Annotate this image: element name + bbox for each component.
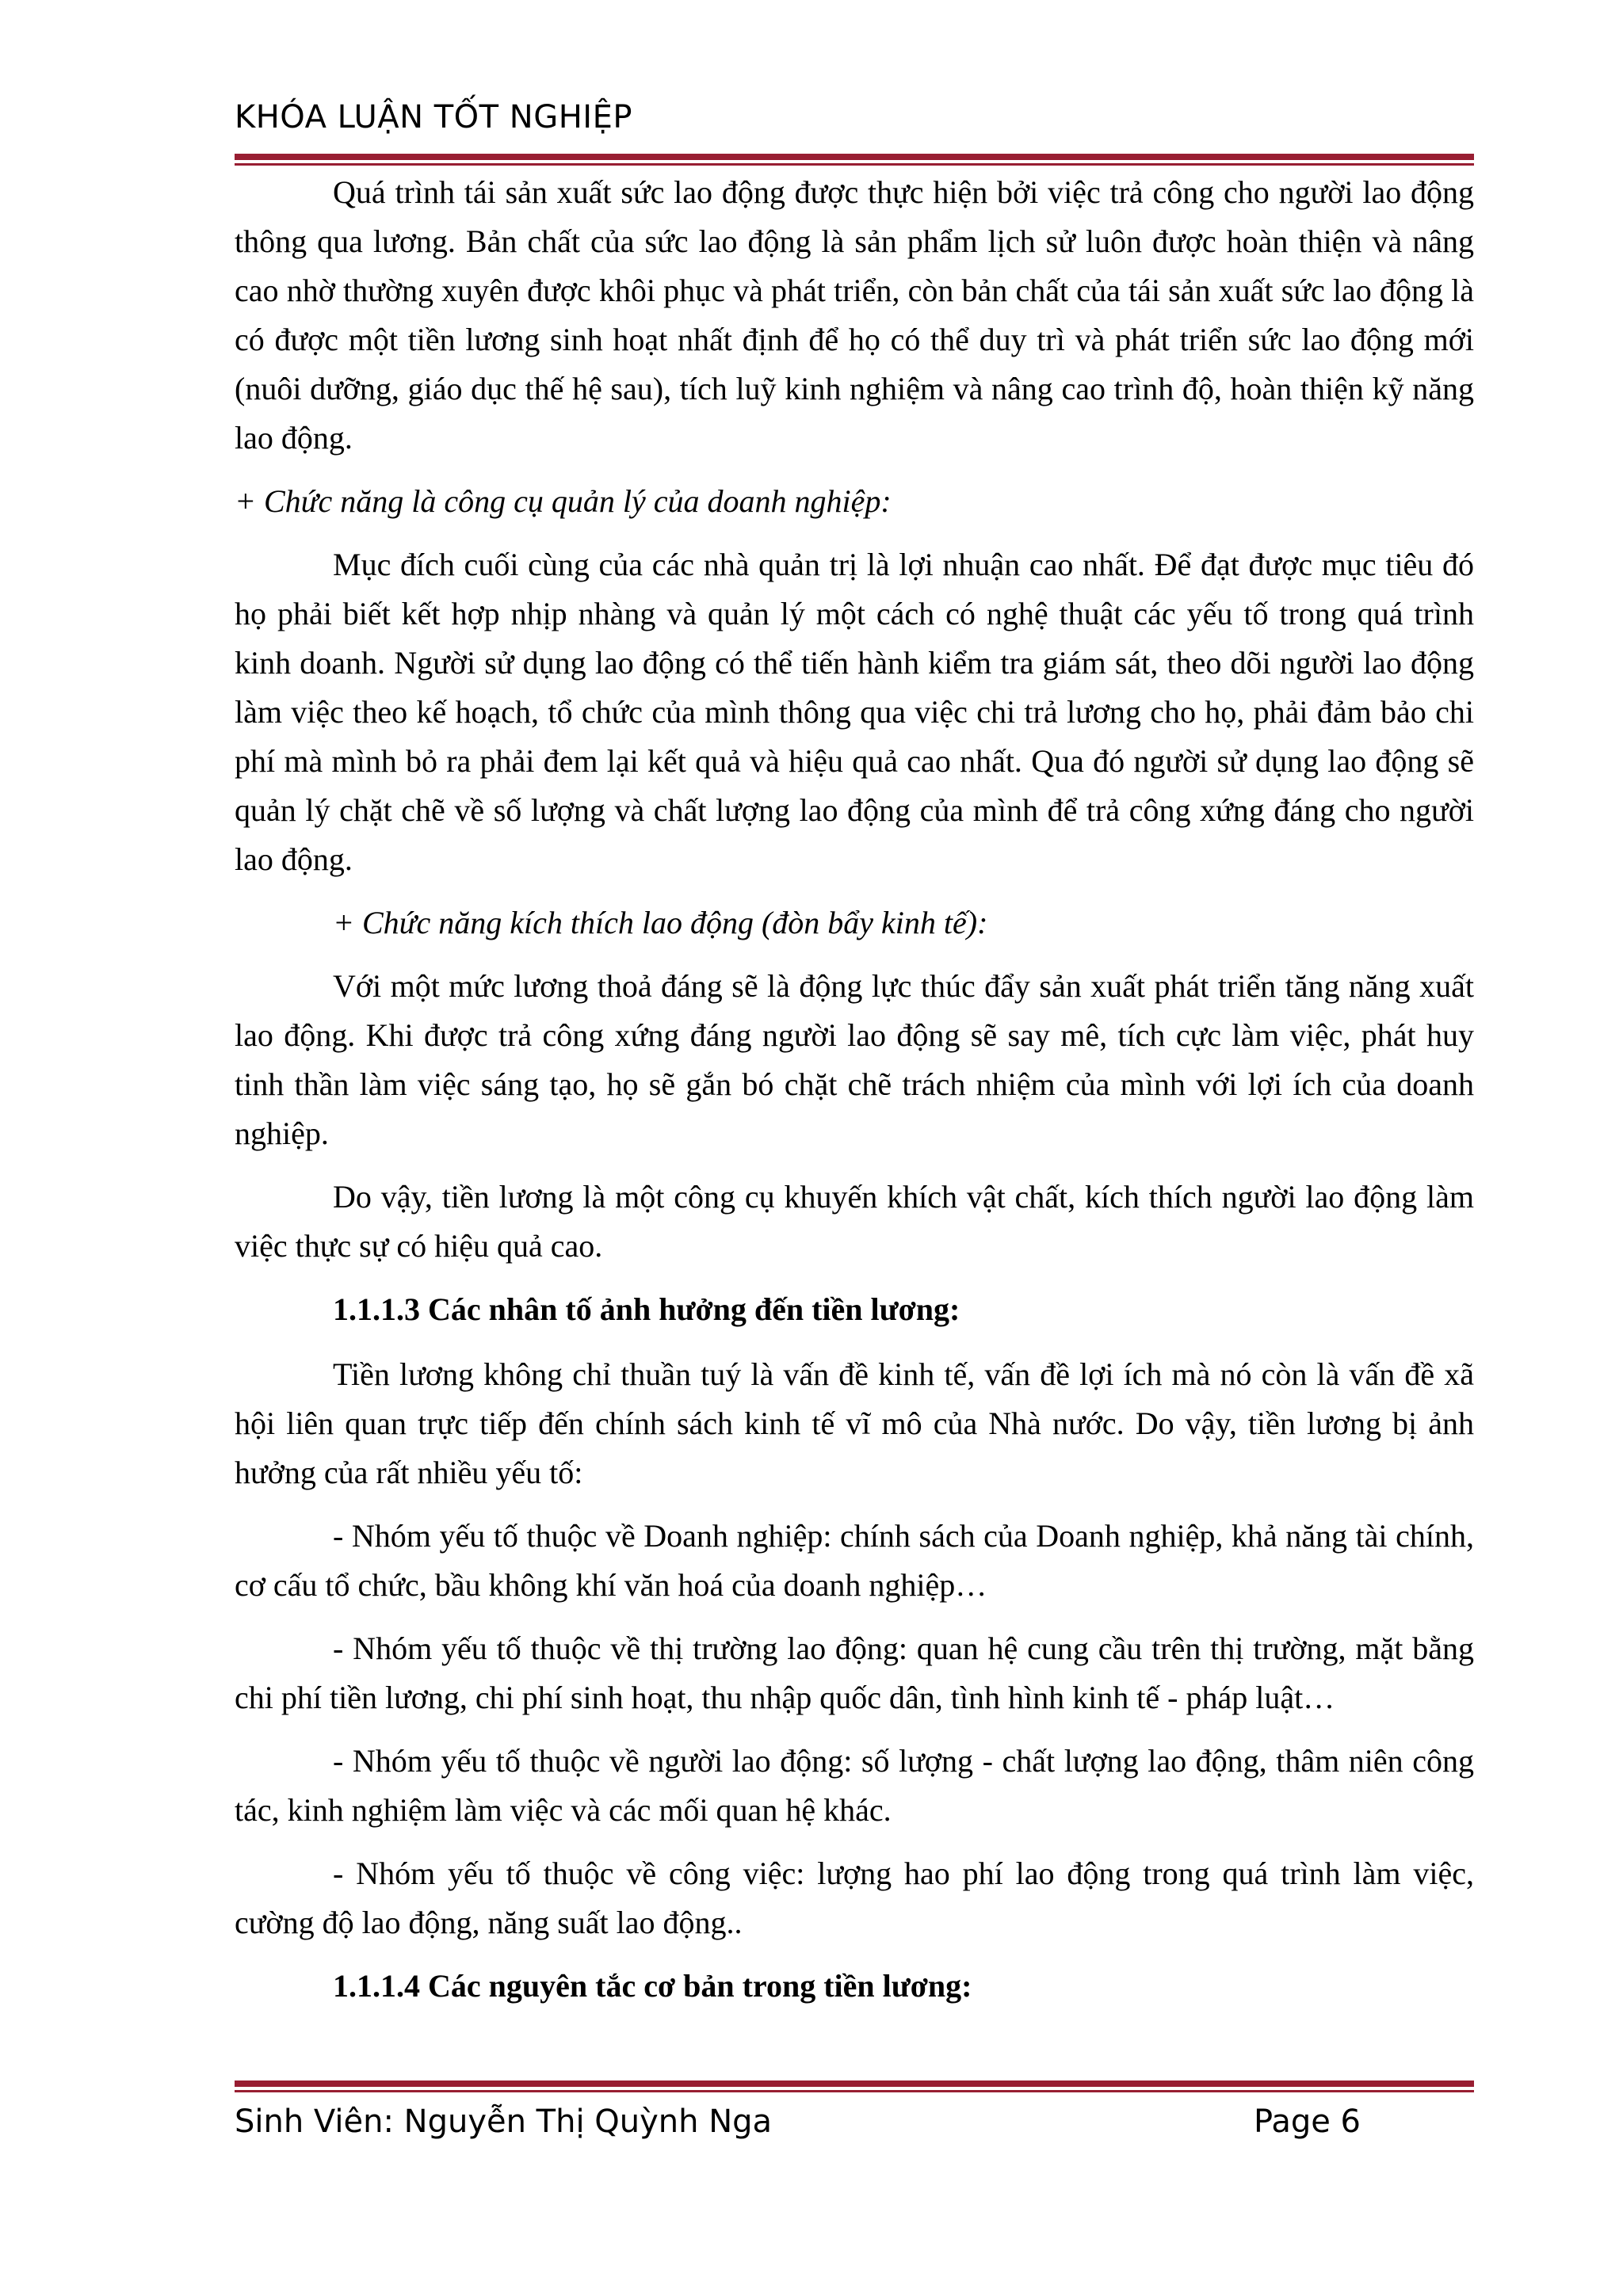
section-heading-principles: 1.1.1.4 Các nguyên tắc cơ bản trong tiền lương: — [333, 1968, 972, 2004]
list-item-worker-factors: - Nhóm yếu tố thuộc về người lao động: số lượng - chất lượng lao động, thâm niên công tác, kinh nghiệm làm việc và các mối quan hệ khác. — [235, 1743, 1474, 1828]
paragraph-factors-intro: Tiền lương không chỉ thuần tuý là vấn đề kinh tế, vấn đề lợi ích mà nó còn là vấn đề xã hội liên quan trực tiếp đến chính sách kinh tế vĩ mô của Nhà nước. Do vậy, tiền lương bị ảnh hưởng của rất nhiều yếu tố: — [235, 1356, 1474, 1490]
list-item-enterprise-factors: - Nhóm yếu tố thuộc về Doanh nghiệp: chính sách của Doanh nghiệp, khả năng tài chính, cơ cấu tổ chức, bầu không khí văn hoá của doanh nghiệp… — [235, 1518, 1474, 1603]
footer-divider — [235, 2081, 1474, 2092]
page-body — [235, 168, 1474, 2027]
subheading-management-tool: + Chức năng là công cụ quản lý của doanh nghiệp: — [235, 483, 892, 519]
subheading-labor-stimulation: + Chức năng kích thích lao động (đòn bẩy kinh tế): — [333, 905, 988, 940]
paragraph-labor-stimulation: Với một mức lương thoả đáng sẽ là động lực thúc đẩy sản xuất phát triển tăng năng xuất lao động. Khi được trả công xứng đáng người lao động sẽ say mê, tích cực làm việc, phát huy tinh thần làm việc sáng tạo, họ sẽ gắn bó chặt chẽ trách nhiệm của mình với lợi ích của doanh nghiệp. — [235, 968, 1474, 1151]
header-divider — [235, 154, 1474, 166]
paragraph-management-tool: Mục đích cuối cùng của các nhà quản trị là lợi nhuận cao nhất. Để đạt được mục tiêu đó họ phải biết kết hợp nhịp nhàng và quản lý một cách có nghệ thuật các yếu tố trong quá trình kinh doanh. Người sử dụng lao động có thể tiến hành kiểm tra giám sát, theo dõi người lao động làm việc theo kế hoạch, tổ chức của mình thông qua việc chi trả lương cho họ, phải đảm bảo chi phí mà mình bỏ ra phải đem lại kết quả và hiệu quả cao nhất. Qua đó người sử dụng lao động sẽ quản lý chặt chẽ về số lượng và chất lượng lao động của mình để trả công xứng đáng cho người lao động. — [235, 547, 1474, 877]
list-item-market-factors: - Nhóm yếu tố thuộc về thị trường lao động: quan hệ cung cầu trên thị trường, mặt bằng chi phí tiền lương, chi phí sinh hoạt, thu nhập quốc dân, tình hình kinh tế - pháp luật… — [235, 1630, 1474, 1715]
footer-page-number: Page 6 — [1254, 2103, 1361, 2140]
section-heading-factors: 1.1.1.3 Các nhân tố ảnh hưởng đến tiền lương: — [333, 1291, 960, 1327]
paragraph-labor-reproduction: Quá trình tái sản xuất sức lao động được thực hiện bởi việc trả công cho người lao động thông qua lương. Bản chất của sức lao động là sản phẩm lịch sử luôn được hoàn thiện và nâng cao nhờ thường xuyên được khôi phục và phát triển, còn bản chất của tái sản xuất sức lao động là có được một tiền lương sinh hoạt nhất định để họ có thể duy trì và phát triển sức lao động mới (nuôi dưỡng, giáo dục thế hệ sau), tích luỹ kinh nghiệm và nâng cao trình độ, hoàn thiện kỹ năng lao động. — [235, 174, 1474, 456]
page-header-title: KHÓA LUẬN TỐT NGHIỆP — [235, 99, 632, 135]
list-item-job-factors: - Nhóm yếu tố thuộc về công việc: lượng hao phí lao động trong quá trình làm việc, cường độ lao động, năng suất lao động.. — [235, 1855, 1474, 1940]
paragraph-conclusion: Do vậy, tiền lương là một công cụ khuyến khích vật chất, kích thích người lao động làm việc thực sự có hiệu quả cao. — [235, 1179, 1474, 1264]
footer-student-name: Sinh Viên: Nguyễn Thị Quỳnh Nga — [235, 2103, 773, 2140]
